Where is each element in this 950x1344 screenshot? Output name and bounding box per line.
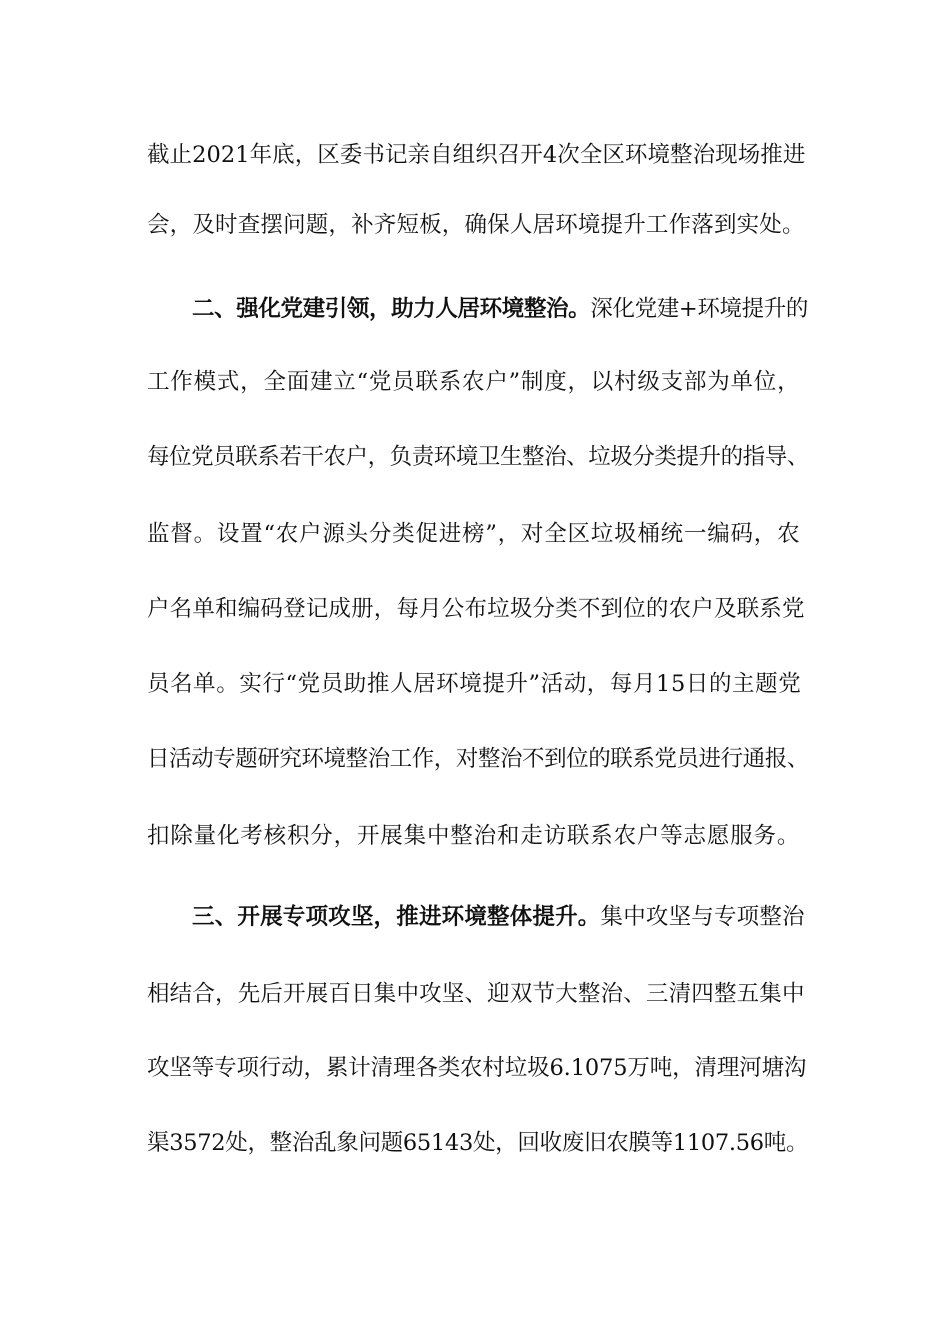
text-line <box>147 744 809 774</box>
body-text: 户名单和编码登记成册，每月公布垃圾分类不到位的农户及联系党 <box>147 596 805 622</box>
text-line <box>147 669 801 699</box>
body-text: 集中攻坚与专项整治 <box>600 904 805 930</box>
text-line <box>192 902 805 932</box>
body-text: 监督。设置“农户源头分类促进榜”，对全区垃圾桶统一编码，农 <box>147 521 801 547</box>
body-text: 截止2021年底，区委书记亲自组织召开4次全区环境整治现场推进 <box>147 142 806 168</box>
body-text: 日活动专题研究环境整治工作，对整治不到位的联系党员进行通报、 <box>147 746 809 772</box>
body-text: 工作模式，全面建立“党员联系农户”制度，以村级支部为单位， <box>147 369 801 395</box>
text-line <box>147 821 800 851</box>
text-line <box>147 519 800 549</box>
bold-heading: 二、强化党建引领，助力人居环境整治。 <box>192 296 591 322</box>
text-line <box>147 979 805 1009</box>
body-text: 员名单。实行“党员助推人居环境提升”活动，每月15日的主题党 <box>147 671 802 697</box>
body-text: 扣除量化考核积分，开展集中整治和走访联系农户等志愿服务。 <box>147 823 801 849</box>
bold-heading: 三、开展专项攻坚，推进环境整体提升。 <box>192 904 601 930</box>
body-text: 相结合，先后开展百日集中攻坚、迎双节大整治、三清四整五集中 <box>147 981 805 1007</box>
text-line <box>192 294 808 324</box>
body-text: 攻坚等专项行动，累计清理各类农村垃圾6.1075万吨，清理河塘沟 <box>147 1055 807 1081</box>
text-line <box>147 140 805 170</box>
text-line <box>147 1053 806 1083</box>
text-line <box>147 594 805 624</box>
text-line <box>147 1128 808 1158</box>
body-text: 会，及时查摆问题，补齐短板，确保人居环境提升工作落到实处。 <box>147 212 805 238</box>
text-line <box>147 442 809 472</box>
text-line <box>147 210 805 240</box>
body-text: 每位党员联系若干农户，负责环境卫生整治、垃圾分类提升的指导、 <box>147 444 809 470</box>
body-text: 深化党建+环境提升的 <box>590 296 808 322</box>
body-text: 渠3572处，整治乱象问题65143处，回收废旧农膜等1107.56吨。 <box>147 1130 809 1156</box>
text-line <box>147 367 800 397</box>
